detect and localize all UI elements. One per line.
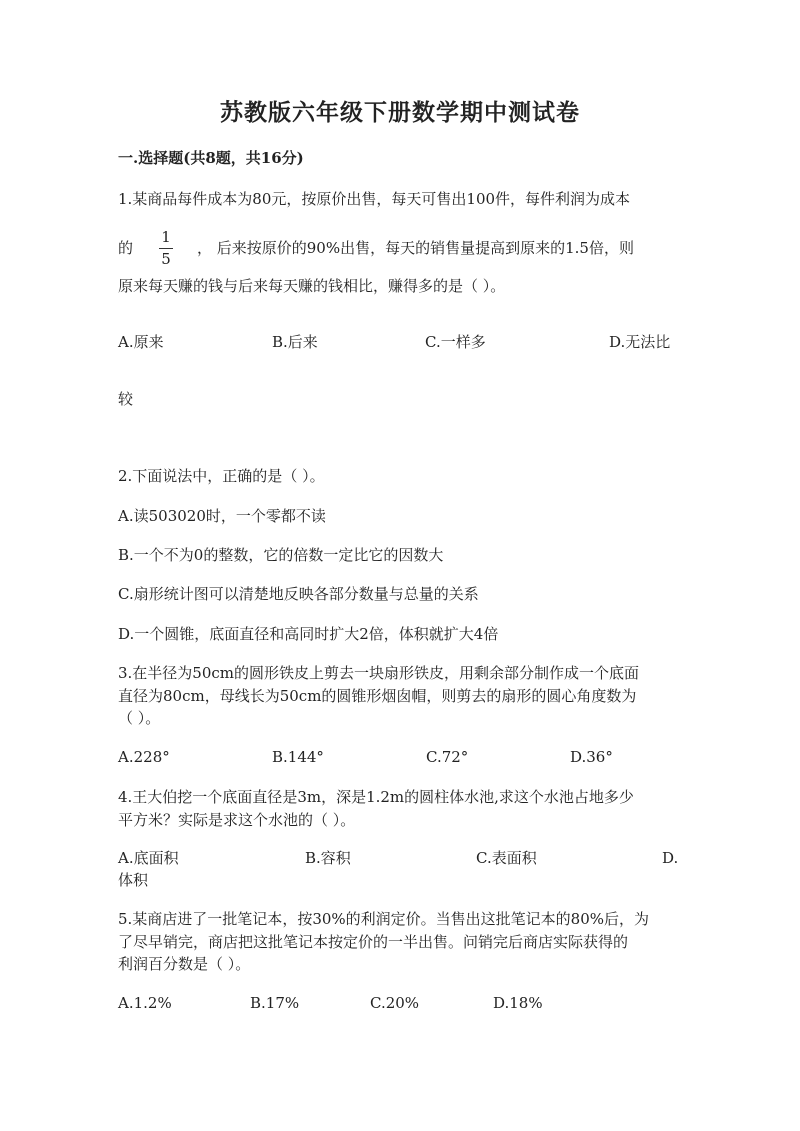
q4-option-d: D.	[662, 849, 679, 867]
fraction-bar	[159, 248, 173, 249]
fraction-numerator: 1	[161, 228, 171, 246]
q4-line-2: 平方米？实际是求这个水池的（ ）。	[118, 811, 356, 829]
q3-option-a: A.228°	[118, 748, 170, 766]
q2-option-a: A.读503020时，一个零都不读	[118, 507, 326, 525]
q5-line-2: 了尽早销完，商店把这批笔记本按定价的一半出售。问销完后商店实际获得的	[118, 933, 629, 951]
q3-line-2: 直径为80cm，母线长为50cm的圆锥形烟囱帽，则剪去的扇形的圆心角度数为	[118, 687, 637, 705]
q2-option-b: B.一个不为0的整数，它的倍数一定比它的因数大	[118, 546, 444, 564]
page-title: 苏教版六年级下册数学期中测试卷	[220, 99, 580, 126]
q1-option-d: D.无法比	[609, 333, 671, 351]
q1-line-2-post: ， 后来按原价的90%出售，每天的销售量提高到原来的1.5倍，则	[197, 239, 634, 257]
q4-option-a: A.底面积	[118, 849, 179, 867]
q5-option-a: A.1.2%	[118, 994, 172, 1012]
q5-option-b: B.17%	[250, 994, 300, 1012]
q1-fraction	[157, 230, 175, 267]
fraction-denominator: 5	[161, 250, 171, 268]
q5-option-c: C.20%	[370, 994, 420, 1012]
q2-option-c: C.扇形统计图可以清楚地反映各部分数量与总量的关系	[118, 585, 479, 603]
q3-line-3: （ ）。	[118, 709, 161, 727]
q5-option-d: D.18%	[493, 994, 543, 1012]
q4-line-1: 4.王大伯挖一个底面直径是3m，深是1.2m的圆柱体水池,求这个水池占地多少	[118, 788, 634, 806]
q2-option-d: D.一个圆锥，底面直径和高同时扩大2倍，体积就扩大4倍	[118, 625, 499, 643]
q1-line-2-pre: 的	[118, 239, 134, 257]
q2-stem: 2.下面说法中，正确的是（ ）。	[118, 467, 325, 485]
q5-line-3: 利润百分数是（ ）。	[118, 955, 251, 973]
q3-option-d: D.36°	[570, 748, 613, 766]
q5-line-1: 5.某商店进了一批笔记本，按30%的利润定价。当售出这批笔记本的80%后，为	[118, 910, 649, 928]
q4-option-b: B.容积	[305, 849, 351, 867]
q3-line-1: 3.在半径为50cm的圆形铁皮上剪去一块扇形铁皮，用剩余部分制作成一个底面	[118, 664, 640, 682]
q1-option-c: C.一样多	[425, 333, 486, 351]
q1-option-b: B.后来	[272, 333, 318, 351]
section-heading: 一.选择题(共8题，共16分)	[118, 149, 304, 167]
q1-option-d-wrap: 较	[118, 390, 134, 408]
q4-option-c: C.表面积	[476, 849, 537, 867]
q1-line-1: 1.某商品每件成本为80元，按原价出售，每天可售出100件，每件利润为成本	[118, 190, 631, 208]
q3-option-b: B.144°	[272, 748, 324, 766]
q1-option-a: A.原来	[118, 333, 164, 351]
q4-option-d-wrap: 体积	[118, 871, 149, 889]
q3-option-c: C.72°	[426, 748, 469, 766]
q1-line-3: 原来每天赚的钱与后来每天赚的钱相比，赚得多的是（ ）。	[118, 277, 506, 295]
